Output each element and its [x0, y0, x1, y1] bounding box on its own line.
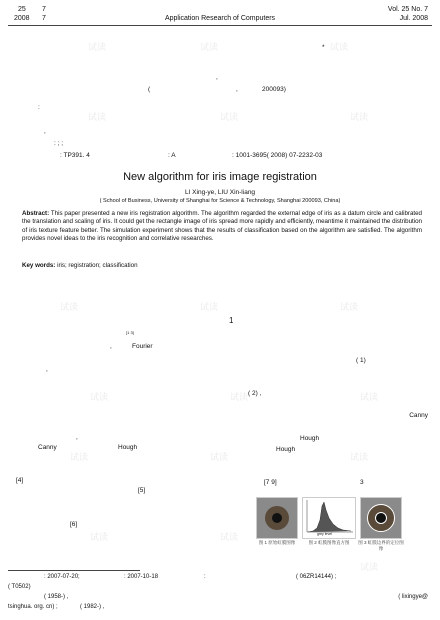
- canny-left: Canny: [38, 444, 57, 451]
- watermark-text: 试读: [88, 113, 107, 123]
- clc-number: : TP391. 4: [60, 152, 90, 159]
- abstract-label: Abstract:: [22, 210, 50, 217]
- header-month: 7: [42, 15, 46, 22]
- fig3-ref: 3: [360, 479, 364, 486]
- watermark-text: 试读: [230, 393, 249, 403]
- canny-right: Canny: [409, 412, 428, 419]
- header-date: Jul. 2008: [399, 15, 428, 22]
- watermark-text: 试读: [220, 533, 239, 543]
- footnote-received: : 2007-07-20;: [44, 574, 80, 580]
- footnote-rule: [8, 570, 140, 571]
- affil-zip: 200093): [262, 86, 286, 93]
- abstract-text: This paper presented a new iris registration algorithm. The algorithm regarded the external edge of iris as a datum circle and calibrated the translation and scaling of iris. It could get the rectangle image of iris spread more rapidly and efficiently, meantime it maintained the distribution of iris texture feature better. The simulation experiment shows that the results of classification based on the algorithm are satisfied. The algorithm provides novel ideas to the iris recognition and correlative researches.: [22, 210, 422, 243]
- watermark-text: 试读: [220, 113, 239, 123]
- watermark-text: 试读: [330, 43, 349, 53]
- header-year: 2008: [14, 15, 30, 22]
- watermark-text: 试读: [360, 563, 379, 573]
- section-number: 1: [229, 316, 234, 325]
- keywords-label: Key words:: [22, 262, 56, 269]
- figure-1-caption: 图 1 原始虹膜图像: [258, 540, 296, 545]
- keywords: [22, 262, 138, 269]
- fourier-term: Fourier: [132, 343, 153, 350]
- footnote-email-end: tsinghua. org. cn) ;: [8, 604, 58, 610]
- affiliation: ( School of Business, University of Shanghai for Science & Technology, Shanghai 200093, China): [99, 198, 341, 204]
- header-issue-num: 7: [42, 6, 46, 13]
- abstract-end-comma: ,: [44, 128, 46, 135]
- cite-5: [5]: [138, 487, 146, 494]
- keywords-cn: : ; ;: [54, 140, 64, 147]
- title-star: *: [322, 44, 325, 51]
- figure-3-located-iris: [360, 497, 402, 539]
- footnote-revised: : 2007-10-18: [124, 574, 159, 580]
- keywords-text: iris; registration; classification: [57, 262, 138, 269]
- watermark-text: 试读: [210, 453, 229, 463]
- cite-7-9: [7 9]: [264, 479, 277, 486]
- article-number: : 1001-3695( 2008) 07-2232-03: [232, 152, 323, 159]
- abstract: [22, 210, 422, 244]
- body-comma-2: ,: [46, 366, 48, 373]
- ref1-paren: ( 1): [356, 357, 366, 364]
- ref2-paren: ( 2) ,: [248, 390, 262, 397]
- paper-title: New algorithm for iris image registration: [123, 171, 317, 183]
- footnote-fund-colon: :: [204, 574, 206, 580]
- watermark-text: 试读: [88, 43, 107, 53]
- figure-1-eye: [256, 497, 298, 539]
- footnote-project: ( T0502): [8, 584, 31, 590]
- footnote-author1: ( 1958-) ,: [44, 594, 69, 600]
- document-code: : A: [168, 152, 176, 159]
- watermark-text: 试读: [350, 113, 369, 123]
- abstract-colon-cn: :: [38, 104, 40, 111]
- histogram-xlabel: grey level: [317, 532, 332, 536]
- footnote-fund-no: ( 06ZR14144) ;: [296, 574, 337, 580]
- watermark-text: 试读: [360, 393, 379, 403]
- figure-2-caption: 图 2 虹膜图像直方图: [308, 540, 350, 545]
- cite-1-3: [1 3]: [126, 330, 134, 335]
- watermark-text: 试读: [60, 303, 79, 313]
- body-comma-3: ,: [76, 434, 78, 441]
- header-journal: Application Research of Computers: [164, 15, 276, 22]
- hough-mid: Hough: [300, 435, 320, 442]
- cite-4: [4]: [16, 477, 24, 484]
- body-comma-1: ,: [110, 343, 112, 350]
- watermark-text: 试读: [350, 453, 369, 463]
- figure-2-histogram: [302, 497, 356, 539]
- footnote-author2: ( 1982-) ,: [80, 604, 105, 610]
- header-volume: Vol. 25 No. 7: [387, 6, 428, 13]
- footnote-email-start: ( lixingye@: [398, 594, 428, 600]
- watermark-text: 试读: [200, 43, 219, 53]
- watermark-text: 试读: [200, 303, 219, 313]
- watermark-text: 试读: [90, 393, 109, 403]
- header-rule: [8, 25, 432, 26]
- header-issue-year: 25: [18, 6, 26, 13]
- hough-mid2: Hough: [276, 446, 296, 453]
- authors: LI Xing-ye, LIU Xin-liang: [184, 189, 256, 196]
- hough-left: Hough: [118, 444, 138, 451]
- cite-6: [6]: [70, 521, 78, 528]
- author-comma: ,: [216, 74, 218, 81]
- affil-comma: ,: [236, 86, 238, 93]
- figure-3-caption: 图 3 虹膜边界的定位图像: [358, 540, 404, 551]
- affil-open-paren: (: [148, 86, 151, 93]
- watermark-text: 试读: [90, 533, 109, 543]
- watermark-text: 试读: [70, 453, 89, 463]
- watermark-text: 试读: [340, 303, 359, 313]
